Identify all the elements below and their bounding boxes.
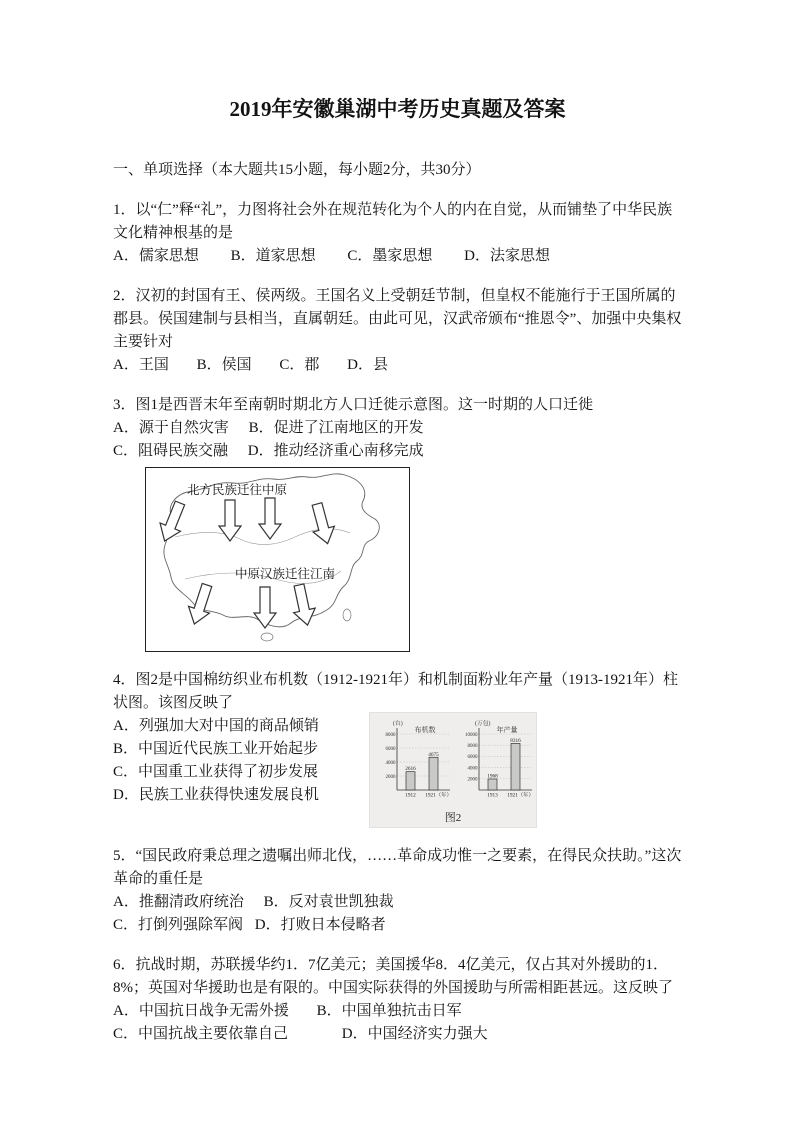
svg-text:布机数: 布机数	[414, 726, 436, 734]
svg-text:(万包): (万包)	[475, 721, 491, 727]
svg-text:2000: 2000	[385, 774, 396, 780]
option-c: C．郡	[279, 357, 320, 373]
options-row	[113, 417, 682, 440]
option-a: A．王国	[113, 357, 169, 373]
option-a: A．儒家思想	[113, 248, 199, 264]
migration-map-svg	[145, 467, 410, 652]
option-c: C．中国重工业获得了初步发展	[113, 764, 319, 780]
svg-text:8000: 8000	[385, 732, 396, 738]
question-stem: 5．“国民政府秉总理之遗嘱出师北伐，……革命成功惟一之要素，在得民众扶助。”这次革命的重任是	[113, 848, 682, 887]
figure-migration-map	[145, 467, 682, 652]
question-1	[113, 199, 682, 268]
question-5	[113, 845, 682, 937]
options-row	[113, 1000, 682, 1023]
option-c: C．阻碍民族交融	[113, 443, 229, 459]
svg-text:(台): (台)	[393, 721, 403, 727]
option-d: D．法家思想	[464, 248, 550, 264]
question-3	[113, 394, 682, 463]
svg-text:8316: 8316	[510, 737, 521, 744]
options-row	[113, 914, 682, 937]
option-b: B．促进了江南地区的开发	[248, 420, 424, 436]
svg-text:10000: 10000	[465, 732, 478, 738]
option-c: C．打倒列强除军阀	[113, 917, 244, 933]
option-b: B．反对袁世凯独裁	[263, 894, 394, 910]
question-stem: 3．图1是西晋末年至南朝时期北方人口迁徙示意图。这一时期的人口迁徙	[113, 397, 594, 413]
svg-text:2616: 2616	[405, 766, 416, 773]
option-d: D．县	[347, 357, 388, 373]
options-row	[113, 440, 682, 463]
question-4-body	[113, 715, 682, 828]
option-b: B．中国单独抗击日军	[316, 1003, 462, 1019]
svg-text:4000: 4000	[385, 760, 396, 766]
svg-text:8000: 8000	[467, 744, 478, 749]
option-a: A．列强加大对中国的商品倾销	[113, 718, 319, 734]
chart-flour-output	[454, 716, 534, 812]
charts-container	[372, 716, 534, 812]
page-title: 2019年安徽巢湖中考历史真题及答案	[229, 97, 566, 121]
question-stem: 1．以“仁”释“礼”，力图将社会外在规范转化为个人的内在自觉，从而铺垫了中华民族文化精神根基的是	[113, 202, 673, 241]
svg-text:1912: 1912	[405, 792, 416, 799]
option-d: D．中国经济实力强大	[341, 1026, 488, 1042]
question-stem: 2．汉初的封国有王、侯两级。王国名义上受朝廷节制，但皇权不能施行于王国所属的郡县。侯国建制与县相当，直属朝廷。由此可见，汉武帝颁布“推恩令”、加强中央集权主要针对	[113, 288, 682, 350]
option-a: A．源于自然灾害	[113, 420, 229, 436]
svg-text:2000: 2000	[467, 777, 478, 783]
figure-bar-charts	[369, 712, 537, 828]
question-4	[113, 669, 682, 828]
svg-text:1968: 1968	[487, 773, 498, 780]
section-header: 一、单项选择（本大题共15小题，每小题2分，共30分）	[113, 162, 481, 178]
options-row	[113, 1023, 682, 1046]
option-c: C．中国抗战主要依靠自己	[113, 1026, 289, 1042]
svg-text:4000: 4000	[467, 766, 478, 772]
option-b: B．中国近代民族工业开始起步	[113, 741, 319, 757]
option-d: D．推动经济重心南移完成	[247, 443, 424, 459]
option-a: A．中国抗日战争无需外援	[113, 1003, 289, 1019]
options-row	[113, 891, 682, 914]
map-label-south-migration: 中原汉族迁往江南	[234, 567, 336, 581]
svg-text:1913: 1913	[487, 792, 498, 799]
figure2-caption: 图2	[444, 812, 462, 824]
chart-loom-count	[372, 716, 452, 812]
option-a: A．推翻清政府统治	[113, 894, 244, 910]
options-row	[113, 245, 682, 268]
option-b: B．道家思想	[230, 248, 316, 264]
svg-text:1921（年）: 1921（年）	[425, 792, 452, 799]
options-column	[113, 715, 365, 807]
map-label-north-migration: 北方民族迁往中原	[186, 483, 288, 497]
svg-text:年产量: 年产量	[496, 726, 518, 734]
question-stem: 6．抗战时期，苏联援华约1．7亿美元；美国援华8．4亿美元，仅占其对外援助的1．8%；英国对华援助也是有限的。中国实际获得的外国援助与所需相距甚远。这反映了	[113, 957, 673, 996]
option-c: C．墨家思想	[347, 248, 433, 264]
svg-text:6000: 6000	[467, 755, 478, 761]
option-d: D．打败日本侵略者	[254, 917, 386, 933]
svg-text:4675: 4675	[428, 751, 439, 758]
option-b: B．侯国	[196, 357, 252, 373]
options-row	[113, 354, 682, 377]
question-6	[113, 954, 682, 1046]
option-d: D．民族工业获得快速发展良机	[113, 787, 319, 803]
question-stem: 4．图2是中国棉纺织业布机数（1912-1921年）和机制面粉业年产量（1913-1921年）柱状图。该图反映了	[113, 672, 678, 711]
question-2	[113, 285, 682, 377]
svg-text:1921（年）: 1921（年）	[507, 792, 534, 799]
svg-text:6000: 6000	[385, 746, 396, 752]
